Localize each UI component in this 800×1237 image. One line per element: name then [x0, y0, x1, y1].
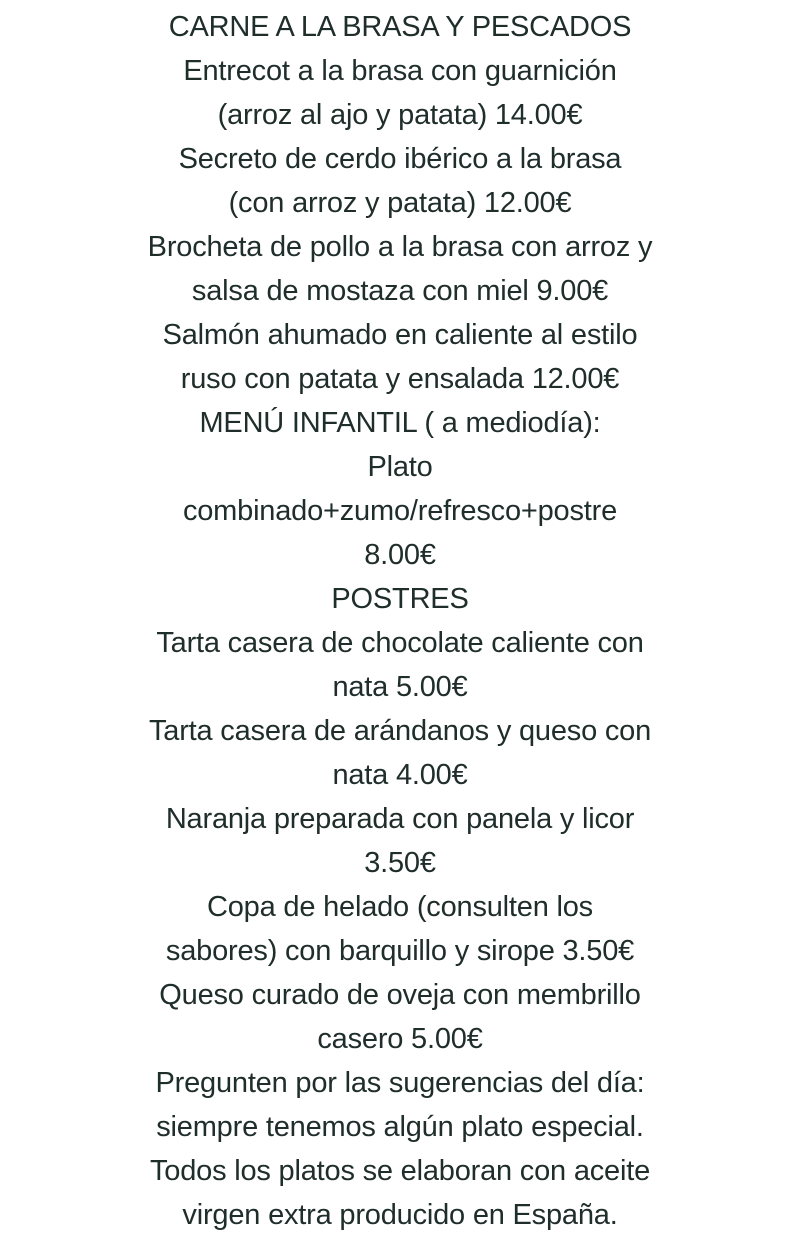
menu-text-line: nata 4.00€ [332, 759, 468, 791]
menu-text-line: Tarta casera de arándanos y queso con [148, 715, 652, 747]
menu-text-line: Brocheta de pollo a la brasa con arroz y [147, 231, 653, 263]
menu-text-line: Entrecot a la brasa con guarnición [183, 55, 617, 87]
menu-note-line: Pregunten por las sugerencias del día: [155, 1067, 645, 1099]
menu-text-line: combinado+zumo/refresco+postre [182, 495, 618, 527]
menu-text-line: Copa de helado (consulten los [207, 891, 593, 923]
menu-note-line: Todos los platos se elaboran con aceite [149, 1155, 651, 1187]
menu-text-line: sabores) con barquillo y sirope 3.50€ [165, 935, 635, 967]
menu-section-title: CARNE A LA BRASA Y PESCADOS [168, 11, 632, 43]
menu-note-line: virgen extra producido en España. [182, 1199, 618, 1231]
menu-text-line: Naranja preparada con panela y licor [165, 803, 635, 835]
menu-text-line: Plato [367, 451, 433, 483]
menu-text-line: Secreto de cerdo ibérico a la brasa [178, 143, 622, 175]
menu-text-line: nata 5.00€ [332, 671, 468, 703]
menu-text-line: casero 5.00€ [317, 1023, 483, 1055]
menu-text-line: (con arroz y patata) 12.00€ [228, 187, 572, 219]
menu-text-line: ruso con patata y ensalada 12.00€ [180, 363, 620, 395]
menu-section-title: MENÚ INFANTIL ( a mediodía): [199, 407, 601, 439]
menu-text-line: Queso curado de oveja con membrillo [159, 979, 641, 1011]
menu-text-line: Tarta casera de chocolate caliente con [156, 627, 644, 659]
menu-section-title: POSTRES [331, 583, 469, 615]
menu-text-line: salsa de mostaza con miel 9.00€ [191, 275, 609, 307]
menu-text-line: Salmón ahumado en caliente al estilo [162, 319, 638, 351]
menu-text-line: 3.50€ [364, 847, 436, 879]
menu-text-line: 8.00€ [364, 539, 436, 571]
menu-text-line: (arroz al ajo y patata) 14.00€ [217, 99, 583, 131]
menu-note-line: siempre tenemos algún plato especial. [156, 1111, 644, 1143]
